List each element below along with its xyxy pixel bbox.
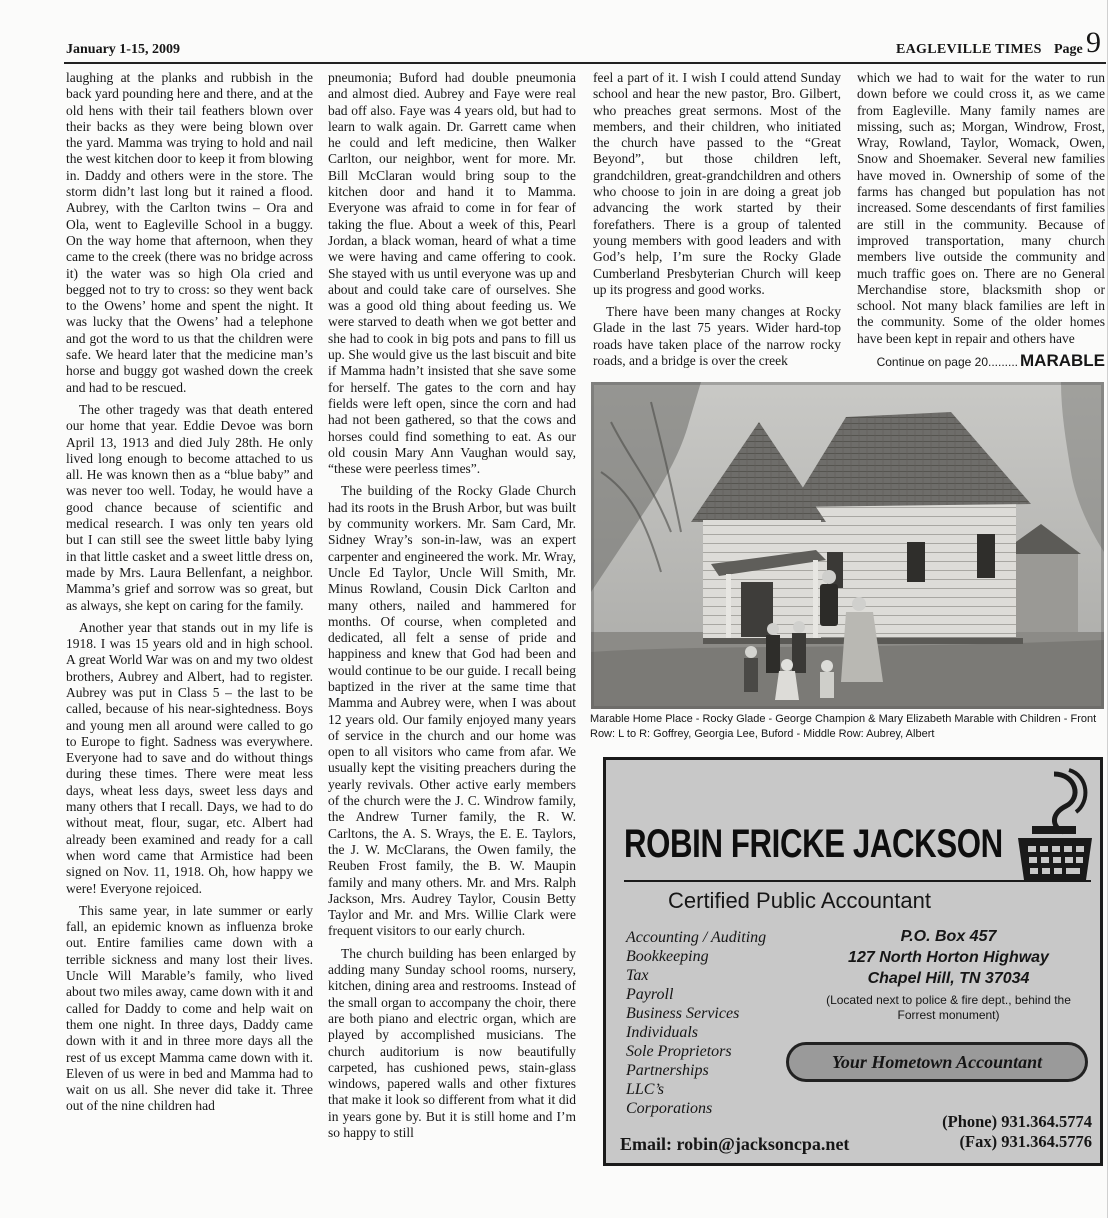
ad-email[interactable]: Email: robin@jacksoncpa.net	[620, 1134, 850, 1154]
newspaper-name: EAGLEVILLE TIMES	[896, 42, 1042, 57]
ad-address	[811, 926, 1086, 989]
paragraph: laughing at the planks and rubbish in the back yard pounding here and there, and at the old hens with their tail feathers blown over their backs as they were being blown over the yard. Mamma was trying to hold and nail the west kitchen door to keep it from blowing in. Daddy and others were in the store. The storm didn’t last long but it rained a flood. Aubrey, with the Carlton twins – Ora and Ola, went to Eagleville School in a buggy. On the way home that afternoon, when they came to the creek (there was no bridge across it) the water was so high Ola cried and begged not to try to cross: so they went back to the Owens’ home and spent the night. It was lucky that the Owens’ had a telephone and got the word to us that the children were safe. We heard later that the medicine man’s horse and buggy got washed down the creek and had to be rescued.	[66, 70, 313, 395]
issue-date: January 1-15, 2009	[66, 42, 180, 57]
ad-location-note: (Located next to police & fire dept., behind the Forrest monument)	[826, 993, 1071, 1022]
service-item: Sole Proprietors	[626, 1043, 732, 1060]
article-column-3	[593, 70, 841, 369]
address-line: 127 North Horton Highway	[848, 949, 1049, 966]
adding-machine-icon	[1014, 768, 1094, 886]
ad-business-name: ROBIN FRICKE JACKSON	[624, 822, 1003, 866]
page-label: Page	[1054, 42, 1083, 57]
article-column-1	[66, 70, 313, 1115]
paragraph: Another year that stands out in my life is 1918. I was 15 years old and in high school. A great World War was on and my two oldest brothers, Aubrey and Albert, had to register. Aubrey was put in Class 5 – the last to be called, because of his near-sightedness. Boys and young men all around were called to go to Europe to fight. Sadness was everywhere. Everyone had to save and do without things during these times. There were meat less days, wheat less days, sweet less days and many others that I recall. Days, we had to do without meat, flour, sugar, etc. Albert had already been examined and ready for a call when word came that Armistice had been signed on Nov. 11, 1918. Oh, how happy we were! Everyone rejoiced.	[66, 619, 313, 896]
family-home-photo	[591, 382, 1104, 709]
ad-divider	[624, 880, 1091, 882]
continued-notice[interactable]	[857, 353, 1105, 370]
photo-caption: Marable Home Place - Rocky Glade - George Champion & Mary Elizabeth Marable with Children - Front Row: L to R: Goffrey, Georgia Lee, Buford - Middle Row: Aubrey, Albert	[590, 713, 1097, 740]
address-line: Chapel Hill, TN 37034	[867, 970, 1030, 987]
service-item: LLC’s	[626, 1081, 664, 1098]
paragraph: The building of the Rocky Glade Church had its roots in the Brush Arbor, but was built by community workers. Mr. Sam Card, Mr. Sidney Wray’s son-in-law, was an expert carpenter and engineered the work. Mr. Wray, Uncle Ed Taylor, Uncle Will Smith, Mr. Minus Rowland, Cousin Dick Carlton and many others, nailed and hammered for months. Of course, when completed and dedicated, all felt a sense of pride and happiness and knew that God had been and would continue to be our guide. I recall being baptized in the river at the same time that Mamma and Aubrey were, when I was about 12 years old. Our family enjoyed many years of service in the church and our home was open to all visitors who came from afar. We usually kept the visiting preachers during the yearly revivals. Other active early members of the church were the J. C. Windrow family, the Andrew Turner family, the R. W. Carltons, the A. S. Wrays, the E. E. Taylors, the J. W. McClarans, the Owen family, the Reuben Frost family, the B. W. Maupin family and many others. Mr. and Mrs. Ralph Jackson, Mrs. Audrey Taylor, Cousin Betty Taylor and Mr. and Mrs. Willie Clark were frequent visitors to our early church.	[328, 483, 576, 939]
continued-text: Continue on page 20.........	[876, 355, 1018, 370]
service-item: Business Services	[626, 1005, 740, 1022]
header-rule	[64, 62, 1106, 64]
article-column-4	[857, 70, 1105, 370]
service-item: Accounting / Auditing	[626, 929, 767, 946]
service-item: Payroll	[626, 986, 674, 1003]
paragraph: which we had to wait for the water to run down before we could cross it, as we came from Eagleville. Many family names are missing, such as; Morgan, Windrow, Frost, Wray, Rowland, Taylor, Womack, Owen, Snow and Shoemaker. Several new families have moved in. Ownership of some of the farms has changed but population has not increased. Some descendants of first families are still in the community. Because of improved transportation, many church members live outside the community and much traffic goes on. There are no General Merchandise store, blacksmith shop or school. Not many black families are left in the community. Some of the older homes have been kept in repair and others have	[857, 70, 1105, 346]
ad-services-list	[626, 928, 766, 1118]
paragraph: This same year, in late summer or early fall, an epidemic known as influenza broke out. Entire families came down with a terrible sickness and many lost their lives. Uncle Will Marable’s family, who lived about two miles away, came down with it and called for Daddy to come and help wait on them one night. In three days, Daddy came down with it and in three more days all the rest of us except Mamma came down with it. Eleven of us were in bed and Mamma had to wait on us all. She never did take it. Three out of the nine children had	[66, 902, 313, 1114]
ad-phone[interactable]: (Phone) 931.364.5774	[942, 1112, 1092, 1131]
paragraph: feel a part of it. I wish I could attend Sunday school and hear the new pastor, Bro. Gilbert, who preaches great sermons. Most of the members, and their children, who initiated the church have passed to the “Great Beyond”, but those children left, grandchildren, great-grandchildren and others who choose to join in are doing a great job advancing the work started by their forefathers. There is a group of talented young members with good leaders and with God’s help, I’m sure the Rocky Glade Cumberland Presbyterian Church will keep up its progress and good works.	[593, 70, 841, 297]
ad-fax: (Fax) 931.364.5776	[959, 1132, 1092, 1151]
service-item: Partnerships	[626, 1062, 709, 1079]
ad-profession: Certified Public Accountant	[668, 888, 931, 913]
photo-illustration	[591, 382, 1104, 709]
ad-phone-block	[912, 1112, 1092, 1152]
service-item: Individuals	[626, 1024, 698, 1041]
article-column-2	[328, 70, 576, 1141]
address-line: P.O. Box 457	[900, 928, 997, 945]
service-item: Bookkeeping	[626, 948, 709, 965]
advertisement[interactable]	[603, 757, 1103, 1166]
ad-slogan-badge: Your Hometown Accountant	[786, 1042, 1088, 1082]
paragraph: pneumonia; Buford had double pneumonia and almost died. Aubrey and Faye were real bad off also. Faye was 4 years old, but had to learn to walk again. Dr. Garrett came when he could and left medicine, then Walker Carlton, our neighbor, went for more. Mr. Bill McClaran would bring soup to the kitchen door and hand it to Mamma. Everyone was afraid to come in for fear of taking the flue. About a week of this, Pearl Jordan, a black woman, heard of what a time we were having and came offering to cook. She stayed with us until everyone was up and about and could take care of ourselves. She was a good old thing about feeding us. We were starved to death when we got better and she had to cook in big pots and pans to fill us up. She would give us the last biscuit and bite if Mamma hadn’t insisted that she save some for herself. The gates to the corn and hay fields were left open, since the corn and had had not been gathered, so that the cows and horses could find something to eat. As our old cousin Mary Ann Vaughan would say, “these were peerless times”.	[328, 70, 576, 477]
continued-keyword: MARABLE	[1020, 351, 1105, 371]
service-item: Tax	[626, 967, 649, 984]
paragraph: There have been many changes at Rocky Glade in the last 75 years. Wider hard-top roads have taken place of the narrow rocky roads, and a bridge is over the creek	[593, 304, 841, 369]
service-item: Corporations	[626, 1100, 713, 1117]
page-number: 9	[1086, 26, 1101, 59]
paragraph: The church building has been enlarged by adding many Sunday school rooms, nursery, kitchen, dining area and restrooms. Instead of the small organ to accompany the choir, there are both piano and electric organ, which are played by accomplished musicians. The church auditorium is now beautifully carpeted, has cushioned pews, stain-glass windows, papered walls and other fixtures that make it look so different from what it did in years gone by. But it is still home and I’m so happy to still	[328, 945, 576, 1140]
paragraph: The other tragedy was that death entered our home that year. Eddie Devoe was born April 13, 1913 and died July 28th. He only lived long enough to become attached to us all. He was known then as a “blue baby” and was never too well. Today, he would have a good chance because of scientific and medical research. I was only ten years old but I can still see the sweet little baby lying in that little casket and a sweet little dress on, made by Mrs. Laura Bellenfant, a neighbor. Mamma’s grief and sorrow was so great, but as always, she kept on caring for the family.	[66, 401, 313, 613]
